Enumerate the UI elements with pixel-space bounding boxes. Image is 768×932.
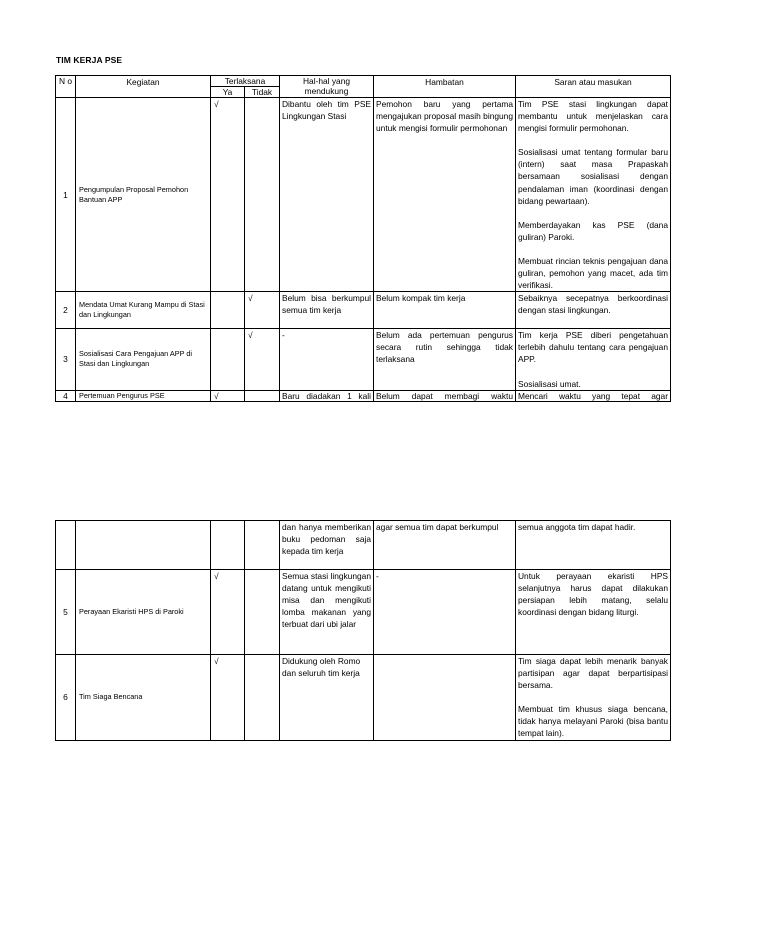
header-row bbox=[56, 76, 671, 87]
work-table-part-2 bbox=[55, 520, 671, 741]
saran-paragraph: Tim kerja PSE diberi pengetahuan terlebih dahulu tentang cara pengajuan APP. bbox=[518, 330, 668, 365]
row-saran: semua anggota tim dapat hadir. bbox=[516, 521, 671, 570]
row-hambatan: Belum ada pertemuan pengurus secara rutin sehingga tidak terlaksana bbox=[374, 329, 516, 390]
header-hambatan: Hambatan bbox=[374, 76, 516, 98]
row-no: 4 bbox=[56, 390, 76, 401]
table-row bbox=[56, 655, 671, 741]
saran-paragraph: Sosialisasi umat. bbox=[518, 378, 581, 389]
row-ya: √ bbox=[211, 570, 245, 655]
saran-paragraph: Membuat rincian teknis pengajuan dana guliran, pemohon yang macet, ada tim verifikasi. bbox=[518, 255, 668, 291]
row-saran bbox=[516, 98, 671, 292]
saran-paragraph: Tim PSE stasi lingkungan dapat membantu untuk menjelaskan cara mengisi formulir permohonan. bbox=[518, 99, 668, 134]
table-row bbox=[56, 570, 671, 655]
row-tidak bbox=[245, 521, 280, 570]
row-saran bbox=[516, 329, 671, 390]
saran-paragraph: Tim siaga dapat lebih menarik banyak partisipan agar dapat berpartisipasi bersama. bbox=[518, 656, 668, 691]
row-ya: √ bbox=[211, 390, 245, 401]
document-title: TIM KERJA PSE bbox=[56, 55, 123, 65]
work-table-part-1 bbox=[55, 75, 671, 402]
row-saran: Untuk perayaan ekaristi HPS selanjutnya harus dapat dilakukan persiapan lebih matang, selalu koordinasi dengan bidang liturgi. bbox=[516, 570, 671, 655]
row-ya bbox=[211, 521, 245, 570]
header-kegiatan: Kegiatan bbox=[76, 76, 211, 98]
row-tidak: √ bbox=[245, 292, 280, 329]
row-no: 3 bbox=[56, 329, 76, 390]
saran-paragraph: Memberdayakan kas PSE (dana guliran) Paroki. bbox=[518, 219, 668, 242]
row-mendukung: Didukung oleh Romo dan seluruh tim kerja bbox=[280, 655, 374, 741]
row-hambatan: agar semua tim dapat berkumpul bbox=[374, 521, 516, 570]
row-kegiatan: Sosialisasi Cara Pengajuan APP di Stasi dan Lingkungan bbox=[76, 329, 211, 390]
header-ya: Ya bbox=[211, 87, 245, 98]
row-hambatan: Belum dapat membagi waktu bbox=[374, 390, 516, 401]
table-row bbox=[56, 329, 671, 390]
header-no bbox=[56, 76, 76, 98]
row-tidak bbox=[245, 655, 280, 741]
row-tidak bbox=[245, 98, 280, 292]
row-ya bbox=[211, 329, 245, 390]
row-no: 1 bbox=[56, 98, 76, 292]
row-kegiatan: Pertemuan Pengurus PSE bbox=[76, 390, 211, 401]
row-ya: √ bbox=[211, 98, 245, 292]
row-saran: Mencari waktu yang tepat agar bbox=[516, 390, 671, 401]
row-no: 2 bbox=[56, 292, 76, 329]
row-saran bbox=[516, 655, 671, 741]
row-tidak bbox=[245, 570, 280, 655]
row-tidak: √ bbox=[245, 329, 280, 390]
row-hambatan: Belum kompak tim kerja bbox=[374, 292, 516, 329]
row-kegiatan: Mendata Umat Kurang Mampu di Stasi dan Lingkungan bbox=[76, 292, 211, 329]
row-mendukung: Baru diadakan 1 kali bbox=[280, 390, 374, 401]
row-mendukung: dan hanya memberikan buku pedoman saja kepada tim kerja bbox=[280, 521, 374, 570]
row-tidak bbox=[245, 390, 280, 401]
table-row bbox=[56, 292, 671, 329]
row-hambatan: - bbox=[374, 570, 516, 655]
row-kegiatan: Tim Siaga Bencana bbox=[76, 655, 211, 741]
row-kegiatan: Pengumpulan Proposal Pemohon Bantuan APP bbox=[76, 98, 211, 292]
header-no-label: N o bbox=[58, 76, 73, 86]
row-hambatan bbox=[374, 655, 516, 741]
row-hambatan: Pemohon baru yang pertama mengajukan proposal masih bingung untuk mengisi formulir permohonan bbox=[374, 98, 516, 292]
header-mendukung: Hal-hal yang mendukung bbox=[280, 76, 374, 98]
table-row bbox=[56, 390, 671, 401]
row-mendukung: Dibantu oleh tim PSE Lingkungan Stasi bbox=[280, 98, 374, 292]
row-mendukung: Belum bisa berkumpul semua tim kerja bbox=[280, 292, 374, 329]
row-ya: √ bbox=[211, 655, 245, 741]
header-terlaksana: Terlaksana bbox=[211, 76, 280, 87]
row-mendukung: Semua stasi lingkungan datang untuk mengikuti misa dan mengikuti lomba makanan yang terbuat dari ubi jalar bbox=[280, 570, 374, 655]
table-row bbox=[56, 98, 671, 292]
row-no bbox=[56, 521, 76, 570]
header-tidak: Tidak bbox=[245, 87, 280, 98]
saran-paragraph: Sosialisasi umat tentang formular baru (intern) saat masa Prapaskah bersamaan sosialisasi dengan pendalaman iman (koordinasi dengan bidang pewartaan). bbox=[518, 147, 668, 206]
row-no: 5 bbox=[56, 570, 76, 655]
row-ya bbox=[211, 292, 245, 329]
row-mendukung: - bbox=[280, 329, 374, 390]
row-kegiatan bbox=[76, 521, 211, 570]
table-row bbox=[56, 521, 671, 570]
header-saran: Saran atau masukan bbox=[516, 76, 671, 98]
saran-paragraph: Membuat tim khusus siaga bencana, tidak hanya melayani Paroki (bisa bantu tempat lain). bbox=[518, 704, 668, 739]
row-kegiatan: Perayaan Ekaristi HPS di Paroki bbox=[76, 570, 211, 655]
row-saran: Sebaiknya secepatnya berkoordinasi dengan stasi lingkungan. bbox=[516, 292, 671, 329]
row-no: 6 bbox=[56, 655, 76, 741]
